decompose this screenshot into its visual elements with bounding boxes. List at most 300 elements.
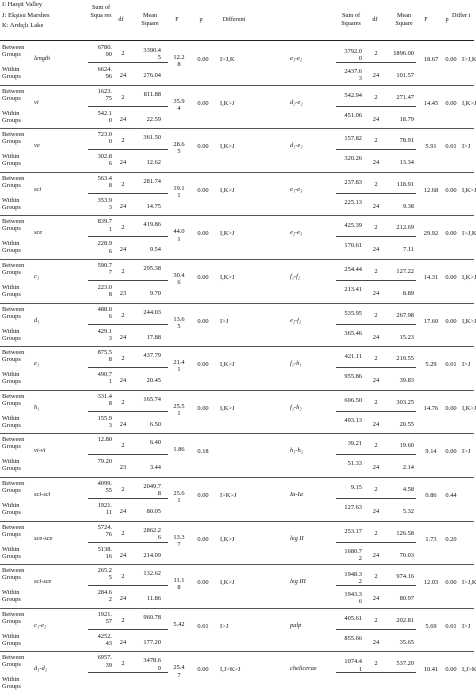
p-value: 0.00 <box>445 579 457 587</box>
different-groups: I>J,K <box>462 56 476 63</box>
different-groups: I,K>J <box>462 404 476 412</box>
row-label-between: Between Groups <box>2 654 25 669</box>
different-groups: I,K>J <box>220 274 235 281</box>
row-label-between: Between Groups <box>2 44 25 58</box>
df-within: 24 <box>372 377 380 385</box>
sum-of-squares-between: 421.11 <box>344 353 362 361</box>
df-within: 24 <box>372 246 380 254</box>
header-mean-square: Mean Square <box>395 12 413 27</box>
sum-of-squares-within: 320.26 <box>344 155 362 163</box>
df-within: 24 <box>119 115 127 123</box>
variable-label: sci-sci <box>34 491 51 498</box>
mean-square-within: 20.45 <box>146 377 161 385</box>
df-within: 24 <box>372 464 380 472</box>
subrule <box>336 454 416 455</box>
different-groups: I,J>K>J <box>220 666 241 674</box>
f-value: 5.42 <box>173 620 185 628</box>
sum-of-squares-between: 488.0 6 <box>97 305 112 320</box>
p-value: 0.00 <box>197 535 209 543</box>
variable-label: e₁-e₂ <box>290 55 303 62</box>
f-value: 12.03 <box>423 579 439 587</box>
df-within: 24 <box>119 638 127 646</box>
mean-square-between: 419.86 <box>143 221 161 229</box>
p-value: 0.00 <box>197 579 209 587</box>
p-value: 0.00 <box>197 666 209 674</box>
variable-label: d₁-d₂ <box>34 665 47 673</box>
row-label-within: Within Groups <box>2 371 21 386</box>
mean-square-between: 210.55 <box>396 355 414 363</box>
df-between: 2 <box>374 311 378 319</box>
df-between: 2 <box>121 137 125 145</box>
row-label-between: Between Groups <box>2 523 25 538</box>
subrule <box>336 367 416 368</box>
mean-square-between: 3478.6 9 <box>143 657 161 672</box>
sum-of-squares-between: 839.7 1 <box>97 218 112 233</box>
row-label-within: Within Groups <box>2 589 21 604</box>
sum-of-squares-within: 228.9 6 <box>97 240 112 255</box>
p-value: 0.00 <box>445 317 457 325</box>
p-value: 0.00 <box>445 99 457 107</box>
row-label-between: Between Groups <box>2 436 25 451</box>
different-groups: I>J <box>462 448 471 456</box>
different-groups: I,K>J <box>220 143 235 151</box>
sum-of-squares-within: 4252. 43 <box>97 632 112 647</box>
f-value: 14.31 <box>423 274 439 281</box>
mean-square-within: 20.55 <box>399 420 414 428</box>
variable-label: e₁-e₃ <box>290 185 303 193</box>
df-within: 24 <box>119 420 127 428</box>
different-groups: I,K>J <box>220 361 235 369</box>
variable-label: d₁ <box>34 316 40 324</box>
row-label-between: Between Groups <box>2 392 25 407</box>
row-label-within: Within Groups <box>2 196 21 211</box>
variable-label: h₁-h₂ <box>290 447 303 455</box>
f-value: 10.41 <box>423 666 439 674</box>
p-value: 0.00 <box>197 317 209 325</box>
mean-square-within: 276.04 <box>143 72 161 79</box>
subrule <box>336 324 416 325</box>
row-separator <box>0 651 474 652</box>
row-separator <box>0 346 474 347</box>
row-separator <box>0 128 474 129</box>
header-p: p <box>199 16 203 23</box>
sum-of-squares-between: 157.82 <box>344 135 362 143</box>
df-between: 2 <box>374 93 378 101</box>
df-within: 24 <box>372 333 380 341</box>
different-groups: I,K>J <box>220 99 235 107</box>
header-mean-square: Mean Square <box>141 12 159 27</box>
df-between: 2 <box>121 50 125 57</box>
df-between: 2 <box>121 93 125 101</box>
different-groups: I>J <box>462 361 471 369</box>
sum-of-squares-between: 875.5 8 <box>97 349 112 364</box>
row-label-between: Between Groups <box>2 218 25 233</box>
row-separator <box>0 390 474 391</box>
different-groups: I,J>K <box>462 666 476 674</box>
p-value: 0.00 <box>197 274 209 281</box>
sum-of-squares-between: 1074.4 1 <box>344 658 362 673</box>
f-value: 35.9 4 <box>173 97 185 112</box>
df-within: 24 <box>372 72 380 79</box>
row-separator <box>0 215 474 216</box>
mean-square-within: 17.88 <box>146 333 161 341</box>
df-within: 24 <box>119 595 127 603</box>
header-rule <box>0 40 474 41</box>
different-groups: I,K>J <box>220 579 235 587</box>
different-groups: I,K>J <box>462 186 476 194</box>
row-label-within: Within Groups <box>2 458 21 473</box>
subrule <box>336 411 416 412</box>
sum-of-squares-within: 451.06 <box>344 111 362 119</box>
row-label-between: Between Groups <box>2 305 25 320</box>
row-separator <box>0 259 474 260</box>
df-between: 2 <box>121 311 125 319</box>
sum-of-squares-within: 353.9 3 <box>97 196 112 211</box>
df-between: 2 <box>374 355 378 363</box>
different-groups: I,K>J <box>462 274 476 281</box>
row-label-within: Within Groups <box>2 632 21 647</box>
f-value: 12.68 <box>423 186 439 194</box>
mean-square-between: 437.79 <box>143 352 161 360</box>
p-value: 0.00 <box>445 230 457 238</box>
df-between: 2 <box>374 180 378 188</box>
subrule <box>336 585 416 586</box>
df-between: 2 <box>374 137 378 145</box>
df-between: 2 <box>121 180 125 188</box>
sum-of-squares-within: 170.61 <box>344 242 362 250</box>
different-groups: I,K>J <box>220 230 235 238</box>
variable-label: c₁ <box>34 273 40 280</box>
df-within: 24 <box>119 551 127 559</box>
sum-of-squares-between: 4099. 55 <box>97 480 112 495</box>
mean-square-within: 22.59 <box>146 115 161 123</box>
mean-square-between: 295.38 <box>143 265 161 272</box>
mean-square-between: 2862.2 6 <box>143 526 161 541</box>
f-value: 1.86 <box>173 446 185 454</box>
p-value: 0.00 <box>445 186 457 194</box>
subrule <box>336 62 416 63</box>
variable-label: vi <box>34 98 39 106</box>
mean-square-within: 9.54 <box>149 246 161 254</box>
df-within: 24 <box>372 638 380 646</box>
df-between: 2 <box>374 573 378 581</box>
subrule <box>336 193 416 194</box>
sum-of-squares-between: 405.61 <box>344 614 362 622</box>
sum-of-squares-between: 590.7 7 <box>97 262 112 277</box>
df-within: 24 <box>119 202 127 210</box>
different-groups: I>J,K <box>462 230 476 238</box>
p-value: 0.00 <box>445 274 457 281</box>
sum-of-squares-between: 254.44 <box>344 266 362 273</box>
row-label-between: Between Groups <box>2 610 25 625</box>
row-separator <box>0 433 474 434</box>
header-different: Different <box>222 16 246 23</box>
row-separator <box>0 521 474 522</box>
variable-label: h₁ <box>34 403 40 411</box>
subrule <box>88 454 168 455</box>
f-value: 28.6 5 <box>173 141 185 156</box>
mean-square-between: 6.40 <box>149 439 161 447</box>
sum-of-squares-within: 365.46 <box>344 329 362 337</box>
sum-of-squares-within: 225.13 <box>344 198 362 206</box>
sum-of-squares-between: 723.0 0 <box>97 131 112 146</box>
row-label-within: Within Groups <box>2 502 21 516</box>
sum-of-squares-within: 302.8 6 <box>97 153 112 168</box>
p-value: 0.00 <box>197 230 209 238</box>
f-value: 13.6 5 <box>173 315 185 330</box>
header-df: df <box>118 16 124 23</box>
mean-square-between: 4.58 <box>402 486 414 493</box>
sum-of-squares-within: 855.66 <box>344 634 362 642</box>
sum-of-squares-within: 1943.3 6 <box>344 591 362 606</box>
df-within: 24 <box>372 551 380 559</box>
sum-of-squares-within: 223.0 8 <box>97 284 112 299</box>
p-value: 0.00 <box>445 666 457 674</box>
sum-of-squares-between: 253.17 <box>344 527 362 535</box>
sum-of-squares-within: 213.41 <box>344 286 362 293</box>
header-f: F <box>175 16 179 23</box>
p-value: 0.00 <box>197 404 209 412</box>
legend-item: K: Ardıçlı Lake <box>2 22 44 29</box>
mean-square-within: 18.79 <box>399 115 414 123</box>
p-value: 0.00 <box>445 56 457 63</box>
sum-of-squares-between: 606.50 <box>344 396 362 404</box>
df-within: 24 <box>119 159 127 167</box>
df-between: 2 <box>121 398 125 406</box>
sum-of-squares-between: 542.94 <box>344 91 362 99</box>
f-value: 0.86 <box>425 492 437 499</box>
df-within: 24 <box>372 202 380 210</box>
mean-square-within: 13.34 <box>399 159 414 167</box>
different-groups: I>J <box>220 622 229 630</box>
variable-label: f₁-h₂ <box>290 403 302 411</box>
f-value: 5.69 <box>425 622 437 630</box>
df-within: 24 <box>119 72 127 79</box>
subrule <box>88 280 168 281</box>
different-groups: I,K>J <box>220 186 235 194</box>
variable-label: sce-sce <box>34 534 53 542</box>
mean-square-within: 80.05 <box>146 508 161 515</box>
sum-of-squares-between: 563.4 8 <box>97 174 112 189</box>
mean-square-between: 202.81 <box>396 616 414 624</box>
p-value: 0.18 <box>197 448 209 456</box>
f-value: 17.60 <box>423 317 439 325</box>
header-df: df <box>372 16 378 23</box>
mean-square-between: 126.58 <box>396 529 414 537</box>
legend-item: I: Harşit Valley <box>2 1 43 8</box>
df-between: 2 <box>374 50 378 57</box>
mean-square-between: 165.74 <box>143 395 161 403</box>
subrule <box>336 280 416 281</box>
mean-square-within: 14.75 <box>146 202 161 210</box>
df-within: 24 <box>119 508 127 515</box>
mean-square-between: 127.22 <box>396 268 414 275</box>
sum-of-squares-between: 425.39 <box>344 222 362 230</box>
variable-label: f₁-f₂ <box>290 273 301 280</box>
subrule <box>88 367 168 368</box>
sum-of-squares-within: 51.33 <box>347 460 362 468</box>
variable-label: d₁-e₂ <box>290 142 303 150</box>
variable-label: leg III <box>290 578 306 586</box>
different-groups: I>J,K <box>220 56 235 63</box>
row-label-between: Between Groups <box>2 87 25 102</box>
subrule <box>88 672 168 673</box>
f-value: 9.14 <box>425 448 437 456</box>
f-value: 21.4 1 <box>173 359 185 374</box>
f-value: 5.91 <box>425 143 437 151</box>
sum-of-squares-between: 265.2 5 <box>97 567 112 582</box>
df-between: 2 <box>121 660 125 668</box>
sum-of-squares-within: 1921. 11 <box>97 502 112 517</box>
different-groups: I,K>J <box>462 317 476 325</box>
subrule <box>88 62 168 63</box>
f-value: 18.67 <box>423 56 439 63</box>
mean-square-within: 6.50 <box>149 420 161 428</box>
mean-square-within: 9.38 <box>402 202 414 210</box>
df-between: 2 <box>121 529 125 537</box>
sum-of-squares-between: 39.21 <box>347 440 362 448</box>
sum-of-squares-between: 12.80 <box>97 436 112 444</box>
mean-square-between: 281.74 <box>143 177 161 185</box>
mean-square-between: 118.91 <box>396 180 414 188</box>
f-value: 12.2 8 <box>173 54 185 69</box>
row-label-within: Within Groups <box>2 545 21 560</box>
mean-square-between: 267.98 <box>396 311 414 319</box>
subrule <box>336 236 416 237</box>
variable-label: Ia-Ia <box>290 491 303 498</box>
variable-label: c₁-e₂ <box>34 621 47 629</box>
variable-label: palp <box>290 621 302 629</box>
subrule <box>88 193 168 194</box>
subrule <box>88 106 168 107</box>
variable-label: vi-vi <box>34 447 46 455</box>
variable-label: sci-sce <box>34 578 52 586</box>
mean-square-within: 7.11 <box>403 246 414 254</box>
p-value: 0.00 <box>197 361 209 369</box>
different-groups: I,K>J <box>220 404 235 412</box>
mean-square-between: 960.78 <box>143 613 161 621</box>
df-between: 2 <box>121 616 125 624</box>
mean-square-between: 19.60 <box>399 442 414 450</box>
df-between: 2 <box>121 573 125 581</box>
subrule <box>88 629 168 630</box>
p-value: 0.01 <box>197 622 209 630</box>
df-between: 2 <box>374 616 378 624</box>
different-groups: I>J <box>220 317 229 325</box>
subrule <box>336 672 416 673</box>
sum-of-squares-within: 542.1 0 <box>97 109 112 124</box>
legend <box>2 0 50 32</box>
p-value: 0.01 <box>445 143 457 151</box>
df-between: 2 <box>121 224 125 232</box>
row-separator <box>0 303 474 304</box>
mean-square-within: 2.14 <box>402 464 414 472</box>
mean-square-between: 303.25 <box>396 398 414 406</box>
mean-square-within: 9.70 <box>149 290 161 297</box>
subrule <box>336 149 416 150</box>
df-within: 24 <box>372 420 380 428</box>
mean-square-within: 35.65 <box>399 638 414 646</box>
mean-square-within: 101.57 <box>396 72 414 79</box>
mean-square-between: 132.62 <box>143 570 161 578</box>
subrule <box>336 106 416 107</box>
header-sum-of-squares: Sum of Squares <box>341 12 361 27</box>
subrule <box>88 236 168 237</box>
df-within: 24 <box>119 333 127 341</box>
row-separator <box>0 85 474 86</box>
row-label-within: Within Groups <box>2 676 21 691</box>
df-within: 24 <box>372 159 380 167</box>
mean-square-within: 214.09 <box>143 551 161 559</box>
f-value: 25.6 1 <box>173 490 185 505</box>
f-value: 5.29 <box>425 361 437 369</box>
different-groups: I>J <box>462 143 471 151</box>
subrule <box>336 542 416 543</box>
mean-square-between: 361.50 <box>143 134 161 142</box>
p-value: 0.00 <box>197 56 209 63</box>
variable-label: e₁ <box>34 360 40 368</box>
subrule <box>336 629 416 630</box>
mean-square-between: 2049.7 8 <box>143 483 161 498</box>
row-label-within: Within Groups <box>2 153 21 168</box>
sum-of-squares-between: 535.95 <box>344 309 362 317</box>
df-between: 2 <box>374 486 378 493</box>
mean-square-between: 811.88 <box>143 90 161 98</box>
row-separator <box>0 477 474 478</box>
sum-of-squares-within: 5138. 16 <box>97 545 112 560</box>
row-label-within: Within Groups <box>2 66 21 80</box>
f-value: 44.0 1 <box>173 228 185 243</box>
sum-of-squares-between: 1921. 57 <box>97 610 112 625</box>
row-label-between: Between Groups <box>2 131 25 146</box>
mean-square-within: 8.89 <box>402 290 414 297</box>
variable-label: f₁-h₁ <box>290 360 302 368</box>
different-groups: I>J <box>462 622 471 630</box>
row-separator <box>0 172 474 173</box>
p-value: 0.00 <box>445 404 457 412</box>
subrule <box>88 498 168 499</box>
sum-of-squares-between: 6957. 39 <box>97 654 112 669</box>
mean-square-within: 80.97 <box>399 595 414 603</box>
mean-square-within: 15.23 <box>399 333 414 341</box>
df-within: 24 <box>119 377 127 385</box>
df-within: 24 <box>372 595 380 603</box>
df-within: 24 <box>372 508 380 515</box>
p-value: 0.00 <box>197 492 209 499</box>
header-f: F <box>424 16 428 23</box>
sum-of-squares-between: 1623. 75 <box>97 87 112 102</box>
sum-of-squares-between: 6780. 90 <box>97 44 112 59</box>
f-value: 29.92 <box>423 230 439 238</box>
df-within: 23 <box>119 464 127 472</box>
df-between: 2 <box>121 355 125 363</box>
variable-label: e₂-f₂ <box>290 316 302 324</box>
f-value: 19.1 1 <box>173 184 185 199</box>
row-separator <box>0 564 474 565</box>
legend-item: J: Ekşisu Marshes <box>2 11 50 19</box>
mean-square-within: 39.83 <box>399 377 414 385</box>
subrule <box>88 585 168 586</box>
sum-of-squares-between: 5724. 76 <box>97 523 112 538</box>
sum-of-squares-within: 2437.6 3 <box>344 68 362 83</box>
sum-of-squares-within: 127.63 <box>344 504 362 511</box>
df-within: 23 <box>119 290 127 297</box>
df-between: 2 <box>374 268 378 275</box>
mean-square-between: 537.20 <box>396 660 414 668</box>
p-value: 0.00 <box>197 186 209 194</box>
different-groups: I>J,K <box>462 579 476 587</box>
f-value: 30.4 6 <box>173 272 185 287</box>
